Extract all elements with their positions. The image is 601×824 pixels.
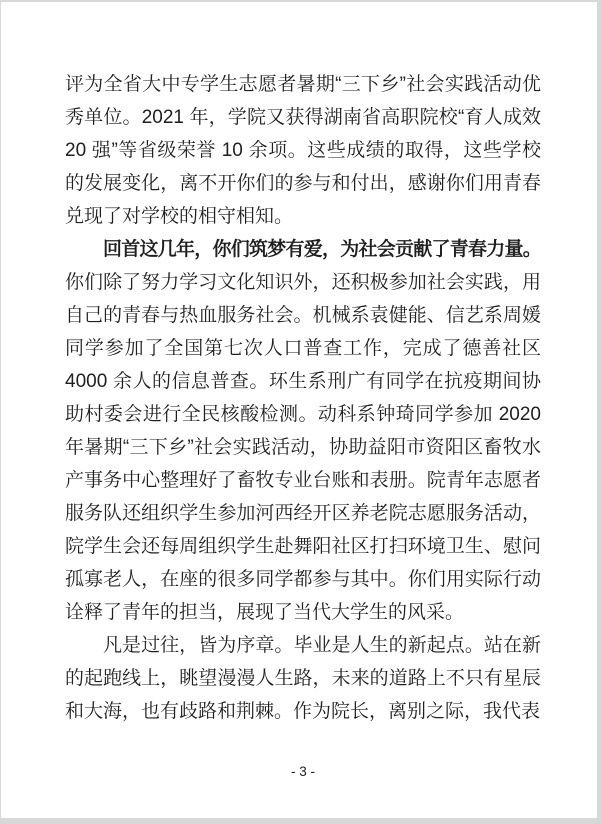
bold-lead-sentence: 回首这几年，你们筑梦有爱，为社会贡献了青春力量。 <box>103 239 541 260</box>
paragraph: 评为全省大中专学生志愿者暑期“三下乡”社会实践活动优秀单位。2021 年，学院又获得湖南省高职院校“育人成效 20 强”等省级荣誉 10 余项。这些成绩的取得，这些学校的发展变化，离不开你们的参与和付出，感谢你们用青春兑现了对学校的相守相知。 <box>65 74 541 227</box>
page-footer <box>65 762 541 782</box>
document-page <box>1 2 597 818</box>
document-body <box>65 68 541 728</box>
paragraph <box>65 233 541 629</box>
paragraph: 凡是过往，皆为序章。毕业是人生的新起点。站在新的起跑线上，眺望漫漫人生路，未来的道路上不只有星辰和大海，也有歧路和荆棘。作为院长，离别之际，我代表 <box>65 635 541 722</box>
paragraph-text: 你们除了努力学习文化知识外，还积极参加社会实践，用自己的青春与热血服务社会。机械系袁健能、信艺系周媛同学参加了全国第七次人口普查工作，完成了德善社区 4000 余人的信息普查。环生系刑广有同学在抗疫期间协助村委会进行全民核酸检测。动科系钟琦同学参加 2020 年暑期“三下乡”社会实践活动，协助益阳市资阳区畜牧水产事务中心整理好了畜牧专业台账和表册。院青年志愿者服务队还组织学生参加河西经开区养老院志愿服务活动，院学生会还每周组织学生赴舞阳社区打扫环境卫生、慰问孤寡老人，在座的很多同学都参与其中。你们用实际行动诠释了青年的担当，展现了当代大学生的风采。 <box>65 272 541 623</box>
page-number: - 3 - <box>290 764 315 779</box>
